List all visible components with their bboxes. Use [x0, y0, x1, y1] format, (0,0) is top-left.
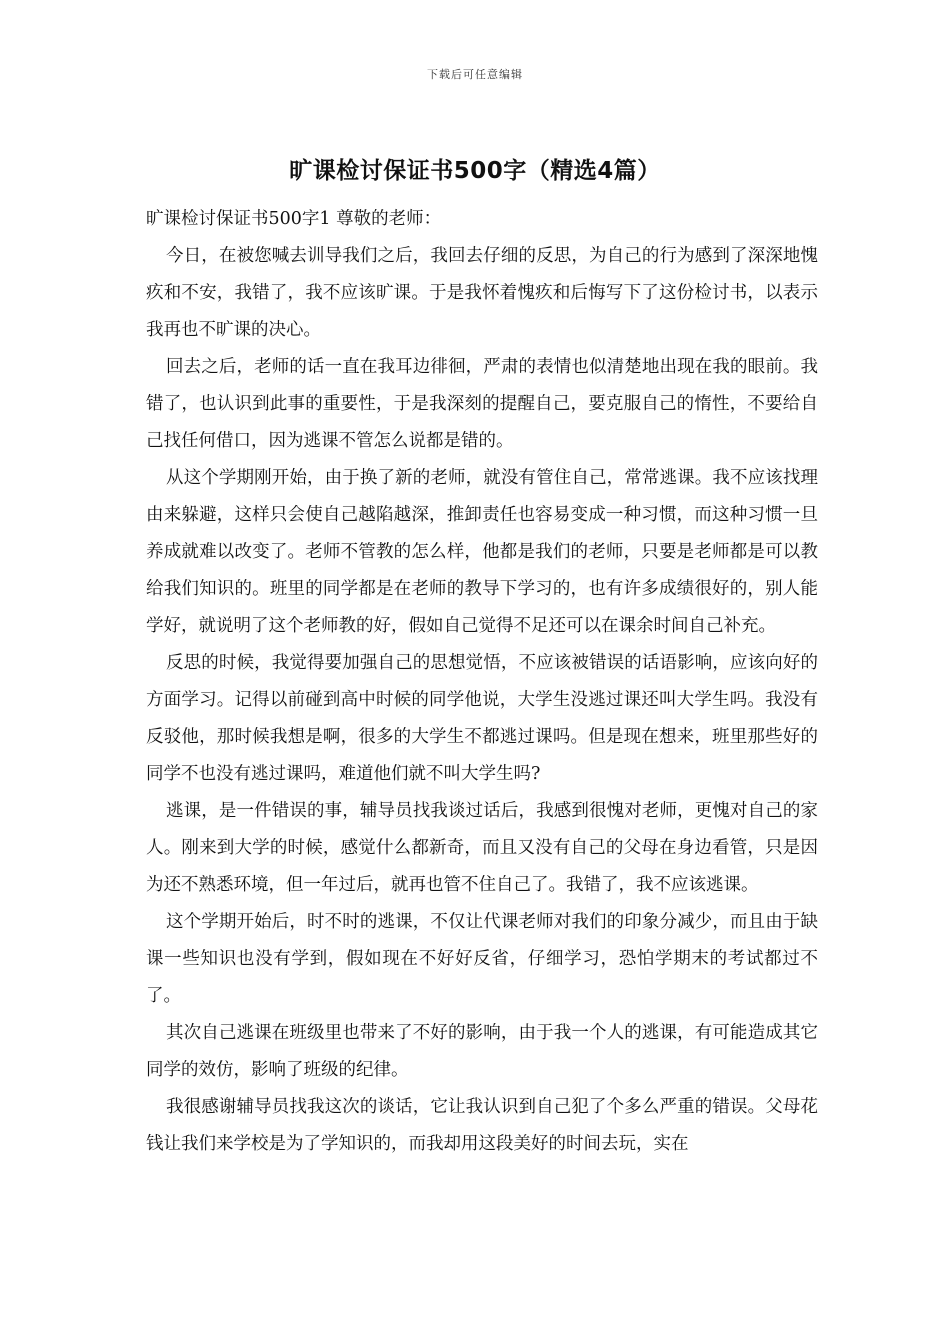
document-title: 旷课检讨保证书500字（精选4篇）	[289, 158, 661, 184]
paragraph: 反思的时候，我觉得要加强自己的思想觉悟，不应该被错误的话语影响，应该向好的方面学习。记得以前碰到高中时候的同学他说，大学生没逃过课还叫大学生吗。我没有反驳他，那时候我想是啊，很多的大学生不都逃过课吗。但是现在想来，班里那些好的同学不也没有逃过课吗，难道他们就不叫大学生吗?	[146, 653, 818, 784]
document-body	[146, 201, 818, 1163]
paragraph: 从这个学期刚开始，由于换了新的老师，就没有管住自己，常常逃课。我不应该找理由来躲避，这样只会使自己越陷越深，推卸责任也容易变成一种习惯，而这种习惯一旦养成就难以改变了。老师不管教的怎么样，他都是我们的老师，只要是老师都是可以教给我们知识的。班里的同学都是在老师的教导下学习的，也有许多成绩很好的，别人能学好，就说明了这个老师教的好，假如自己觉得不足还可以在课余时间自己补充。	[146, 468, 818, 636]
paragraph: 今日，在被您喊去训导我们之后，我回去仔细的反思，为自己的行为感到了深深地愧疚和不安，我错了，我不应该旷课。于是我怀着愧疚和后悔写下了这份检讨书，以表示我再也不旷课的决心。	[146, 246, 818, 340]
page-header-note: 下载后可任意编辑	[427, 68, 523, 81]
intro-line: 旷课检讨保证书500字1 尊敬的老师：	[146, 209, 442, 229]
paragraph: 回去之后，老师的话一直在我耳边徘徊，严肃的表情也似清楚地出现在我的眼前。我错了，也认识到此事的重要性，于是我深刻的提醒自己，要克服自己的惰性，不要给自己找任何借口，因为逃课不管怎么说都是错的。	[146, 357, 818, 451]
paragraph: 这个学期开始后，时不时的逃课，不仅让代课老师对我们的印象分减少，而且由于缺课一些知识也没有学到，假如现在不好好反省，仔细学习，恐怕学期末的考试都过不了。	[146, 912, 818, 1006]
paragraph: 逃课，是一件错误的事，辅导员找我谈过话后，我感到很愧对老师，更愧对自己的家人。刚来到大学的时候，感觉什么都新奇，而且又没有自己的父母在身边看管，只是因为还不熟悉环境，但一年过后，就再也管不住自己了。我错了，我不应该逃课。	[146, 801, 818, 895]
paragraph: 我很感谢辅导员找我这次的谈话，它让我认识到自己犯了个多么严重的错误。父母花钱让我们来学校是为了学知识的，而我却用这段美好的时间去玩，实在	[146, 1097, 818, 1154]
paragraph: 其次自己逃课在班级里也带来了不好的影响，由于我一个人的逃课，有可能造成其它同学的效仿，影响了班级的纪律。	[146, 1023, 818, 1080]
